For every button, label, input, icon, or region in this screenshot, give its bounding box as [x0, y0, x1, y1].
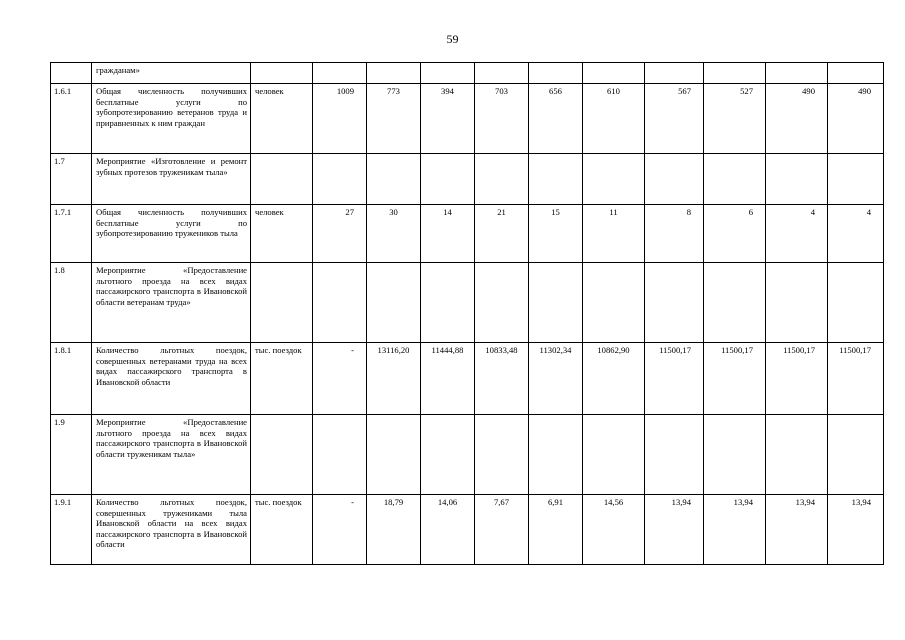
- row-value: 13,94: [704, 495, 766, 565]
- row-value: [367, 63, 421, 84]
- row-value: -: [313, 343, 367, 415]
- row-value: [645, 415, 704, 495]
- row-value: [704, 63, 766, 84]
- row-value: [645, 63, 704, 84]
- row-value: 11500,17: [828, 343, 884, 415]
- row-value: [704, 263, 766, 343]
- row-value: 11: [583, 205, 645, 263]
- row-unit: [251, 415, 313, 495]
- row-value: [313, 63, 367, 84]
- row-value: [645, 154, 704, 205]
- row-value: [475, 154, 529, 205]
- table-row: [51, 84, 884, 154]
- row-unit: человек: [251, 205, 313, 263]
- table-row: [51, 154, 884, 205]
- row-value: 394: [421, 84, 475, 154]
- row-value: [583, 415, 645, 495]
- row-value: [583, 63, 645, 84]
- row-value: [367, 263, 421, 343]
- row-code: 1.7.1: [51, 205, 92, 263]
- row-unit: [251, 154, 313, 205]
- table-row: [51, 263, 884, 343]
- row-value: [367, 415, 421, 495]
- row-value: [529, 154, 583, 205]
- row-value: 18,79: [367, 495, 421, 565]
- row-value: [421, 154, 475, 205]
- row-name: Количество льготных поездок, совершенных ветеранами труда на всех видах пассажирского транспорта в Ивановской области: [92, 343, 251, 415]
- row-value: [529, 415, 583, 495]
- row-value: 6: [704, 205, 766, 263]
- row-value: 13116,20: [367, 343, 421, 415]
- row-value: [645, 263, 704, 343]
- row-name: Мероприятие «Изготовление и ремонт зубных протезов труженикам тыла»: [92, 154, 251, 205]
- row-value: 4: [828, 205, 884, 263]
- row-value: 11500,17: [766, 343, 828, 415]
- row-value: 14: [421, 205, 475, 263]
- row-value: 11302,34: [529, 343, 583, 415]
- row-value: [313, 263, 367, 343]
- row-code: [51, 63, 92, 84]
- table-row: [51, 63, 884, 84]
- row-value: [828, 415, 884, 495]
- row-value: 13,94: [828, 495, 884, 565]
- row-value: 6,91: [529, 495, 583, 565]
- row-value: [828, 263, 884, 343]
- row-value: [766, 263, 828, 343]
- row-name: Количество льготных поездок, совершенных тружениками тыла Ивановской области на всех видах пассажирского транспорта в Ивановской области: [92, 495, 251, 565]
- row-value: 610: [583, 84, 645, 154]
- row-value: [421, 63, 475, 84]
- row-value: [475, 63, 529, 84]
- row-code: 1.6.1: [51, 84, 92, 154]
- row-value: [766, 154, 828, 205]
- row-value: [475, 415, 529, 495]
- row-value: 11444,88: [421, 343, 475, 415]
- row-value: 30: [367, 205, 421, 263]
- row-name: гражданам»: [92, 63, 251, 84]
- row-value: [766, 415, 828, 495]
- row-name: Мероприятие «Предоставление льготного проезда на всех видах пассажирского транспорта в Ивановской области труженикам тыла»: [92, 415, 251, 495]
- row-code: 1.9.1: [51, 495, 92, 565]
- row-value: [766, 63, 828, 84]
- row-value: 14,56: [583, 495, 645, 565]
- row-value: 11500,17: [704, 343, 766, 415]
- row-value: 10862,90: [583, 343, 645, 415]
- row-value: 490: [766, 84, 828, 154]
- row-value: [367, 154, 421, 205]
- row-name: Общая численность получивших бесплатные услуги по зубопротезированию ветеранов труда и приравненных к ним граждан: [92, 84, 251, 154]
- row-value: [421, 263, 475, 343]
- row-value: 13,94: [645, 495, 704, 565]
- row-value: -: [313, 495, 367, 565]
- table-row: [51, 343, 884, 415]
- row-value: [583, 263, 645, 343]
- table-row: [51, 415, 884, 495]
- table-row: [51, 205, 884, 263]
- row-value: [475, 263, 529, 343]
- row-value: [704, 415, 766, 495]
- row-code: 1.8.1: [51, 343, 92, 415]
- row-name: Общая численность получивших бесплатные услуги по зубопротезированию тружеников тыла: [92, 205, 251, 263]
- row-value: 703: [475, 84, 529, 154]
- row-value: [828, 154, 884, 205]
- indicators-table: [50, 62, 884, 565]
- row-value: [529, 63, 583, 84]
- row-value: [313, 415, 367, 495]
- row-value: 11500,17: [645, 343, 704, 415]
- row-value: 4: [766, 205, 828, 263]
- row-value: 14,06: [421, 495, 475, 565]
- row-unit: [251, 63, 313, 84]
- row-name: Мероприятие «Предоставление льготного проезда на всех видах пассажирского транспорта в Ивановской области ветеранам труда»: [92, 263, 251, 343]
- row-unit: человек: [251, 84, 313, 154]
- row-value: 567: [645, 84, 704, 154]
- row-value: 656: [529, 84, 583, 154]
- row-code: 1.9: [51, 415, 92, 495]
- row-value: [529, 263, 583, 343]
- table-row: [51, 495, 884, 565]
- row-value: [704, 154, 766, 205]
- row-value: 490: [828, 84, 884, 154]
- row-unit: тыс. поездок: [251, 343, 313, 415]
- row-value: 8: [645, 205, 704, 263]
- row-value: 1009: [313, 84, 367, 154]
- row-value: 27: [313, 205, 367, 263]
- row-value: 13,94: [766, 495, 828, 565]
- row-code: 1.7: [51, 154, 92, 205]
- row-value: [313, 154, 367, 205]
- row-value: 15: [529, 205, 583, 263]
- row-value: 10833,48: [475, 343, 529, 415]
- row-value: [583, 154, 645, 205]
- row-value: 527: [704, 84, 766, 154]
- row-unit: тыс. поездок: [251, 495, 313, 565]
- row-value: 7,67: [475, 495, 529, 565]
- row-value: 21: [475, 205, 529, 263]
- row-value: [828, 63, 884, 84]
- row-value: 773: [367, 84, 421, 154]
- row-unit: [251, 263, 313, 343]
- page-number: 59: [446, 32, 459, 46]
- row-value: [421, 415, 475, 495]
- row-code: 1.8: [51, 263, 92, 343]
